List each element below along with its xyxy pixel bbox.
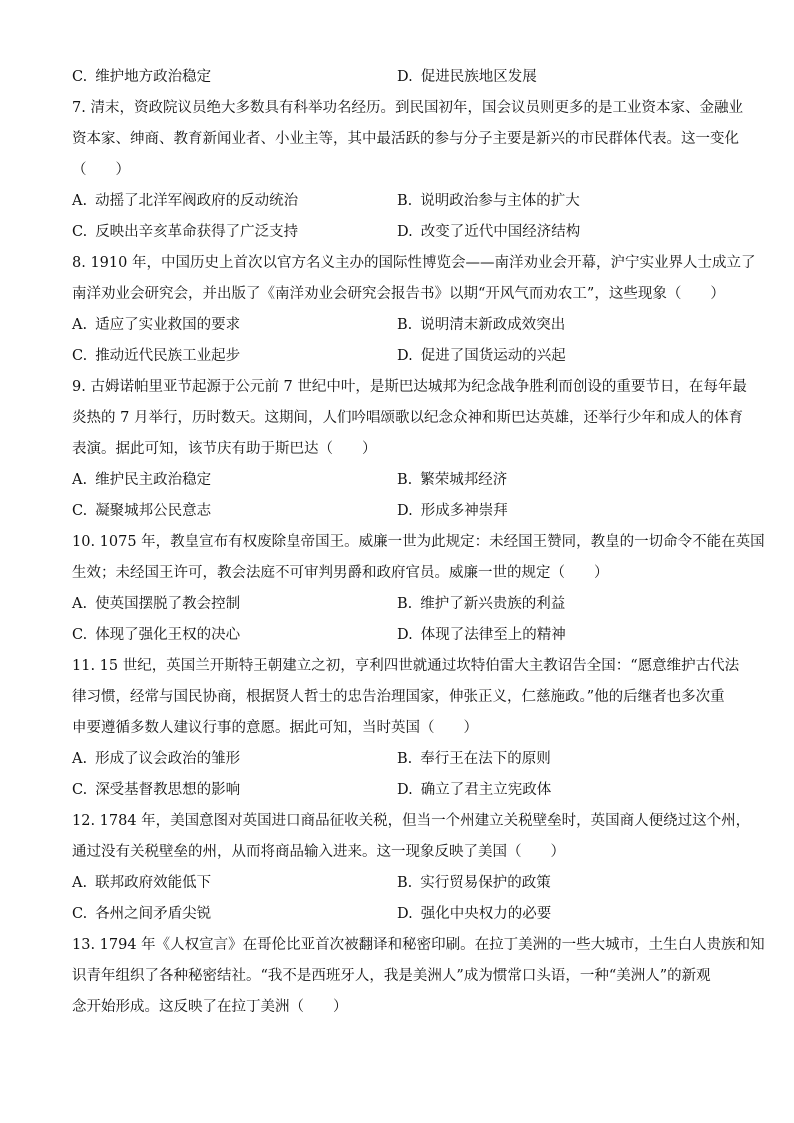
option-c: C. 凝聚城邦公民意志 [72,503,212,519]
question-stem-line: 资本家、绅商、教育新闻业者、小业主等，其中最活跃的参与分子主要是新兴的市民群体代表。这一变化 [72,131,739,147]
option-text: 繁荣城邦经济 [420,472,508,488]
option-text: 促进民族地区发展 [420,69,537,85]
options-row [72,310,722,341]
option-text: 使英国摆脱了教会控制 [95,596,241,612]
options-row [72,868,722,899]
option-b: B. 繁荣城邦经济 [397,472,508,488]
question-stem-line: 南洋劝业会研究会，并出版了《南洋劝业会研究会报告书》以期“开风气而劝农工”，这些现象（ ） [72,286,725,302]
question-11 [72,651,740,806]
option-c: C. 维护地方政治稳定 [72,69,212,85]
option-text: 凝聚城邦公民意志 [95,503,212,519]
option-c: C. 体现了强化王权的决心 [72,627,241,643]
question-7 [72,93,743,248]
options-row [72,899,722,930]
option-text: 实行贸易保护的政策 [420,875,551,891]
question-8 [72,248,756,372]
option-d: D. 强化中央权力的必要 [397,906,552,922]
option-text: 说明政治参与主体的扩大 [420,193,580,209]
option-a: A. 使英国摆脱了教会控制 [72,596,241,612]
question-10 [72,527,765,651]
option-text: 改变了近代中国经济结构 [420,224,581,240]
option-d: D. 形成多神崇拜 [397,503,508,519]
question-list [72,93,765,1023]
option-d: D. 体现了法律至上的精神 [397,627,566,643]
option-text: 强化中央权力的必要 [420,906,552,922]
question-stem-line: 炎热的 7 月举行，历时数天。这期间，人们吟唱颂歌以纪念众神和斯巴达英雄，还举行少年和成人的体育 [72,410,743,426]
options-row [72,62,722,93]
options-row [72,465,722,496]
question-stem-line: 8. 1910 年，中国历史上首次以官方名义主办的国际性博览会——南洋劝业会开幕，沪宁实业界人士成立了 [72,255,756,271]
option-text: 各州之间矛盾尖锐 [95,906,212,922]
option-a: A. 维护民主政治稳定 [72,472,212,488]
option-d: D. 确立了君主立宪政体 [397,782,552,798]
option-text: 确立了君主立宪政体 [420,782,552,798]
option-a: A. 联邦政府效能低下 [72,875,212,891]
question-stem-line: 通过没有关税壁垒的州，从而将商品输入进来。这一现象反映了美国（ ） [72,844,565,860]
option-text: 形成多神崇拜 [420,503,508,519]
option-text: 维护了新兴贵族的利益 [420,596,566,612]
option-text: 联邦政府效能低下 [95,875,212,891]
option-d: D. 促进民族地区发展 [397,69,537,85]
question-stem-line: （ ） [72,162,130,178]
option-text: 促进了国货运动的兴起 [420,348,566,364]
question-12 [72,806,751,930]
option-text: 体现了法律至上的精神 [420,627,566,643]
option-text: 奉行王在法下的原则 [420,751,551,767]
question-stem-line: 念开始形成。这反映了在拉丁美洲（ ） [72,999,348,1015]
option-text: 维护地方政治稳定 [95,69,212,85]
options-row [72,186,722,217]
option-c: C. 各州之间矛盾尖锐 [72,906,212,922]
options-row [72,341,722,372]
option-text: 动摇了北洋军阀政府的反动统治 [95,193,299,209]
option-b: B. 说明清末新政成效突出 [397,317,566,333]
question-stem-line: 11. 15 世纪，英国兰开斯特王朝建立之初，亨利四世就通过坎特伯雷大主教诏告全国：“愿意维护古代法 [72,658,740,674]
question-stem-line: 13. 1794 年《人权宣言》在哥伦比亚首次被翻译和秘密印刷。在拉丁美洲的一些大城市，土生白人贵族和知 [72,937,765,953]
options-row [72,496,722,527]
option-text: 反映出辛亥革命获得了广泛支持 [95,224,299,240]
option-b: B. 维护了新兴贵族的利益 [397,596,566,612]
question-9 [72,372,747,527]
option-text: 适应了实业救国的要求 [95,317,241,333]
option-d: D. 促进了国货运动的兴起 [397,348,566,364]
option-b: B. 奉行王在法下的原则 [397,751,551,767]
question-stem-line: 表演。据此可知，该节庆有助于斯巴达（ ） [72,441,377,457]
option-b: B. 实行贸易保护的政策 [397,875,551,891]
option-b: B. 说明政治参与主体的扩大 [397,193,580,209]
options-row [72,775,722,806]
option-c: C. 推动近代民族工业起步 [72,348,241,364]
option-text: 推动近代民族工业起步 [95,348,241,364]
question-stem-line: 律习惯，经常与国民协商，根据贤人哲士的忠告治理国家，伸张正义，仁慈施政。”他的后继者也多次重 [72,689,725,705]
question-stem-line: 生效；未经国王许可，教会法庭不可审判男爵和政府官员。威廉一世的规定（ ） [72,565,609,581]
question-stem-line: 申要遵循多数人建议行事的意愿。据此可知，当时英国（ ） [72,720,478,736]
option-text: 说明清末新政成效突出 [420,317,566,333]
question-13 [72,930,765,1023]
option-c: C. 反映出辛亥革命获得了广泛支持 [72,224,299,240]
options-row [72,589,722,620]
question-stem-line: 9. 古姆诺帕里亚节起源于公元前 7 世纪中叶，是斯巴达城邦为纪念战争胜利而创设的重要节日，在每年最 [72,379,747,395]
question-stem-line: 12. 1784 年，美国意图对英国进口商品征收关税，但当一个州建立关税壁垒时，英国商人便绕过这个州， [72,813,751,829]
exam-page [72,62,765,1023]
option-d: D. 改变了近代中国经济结构 [397,224,581,240]
question-stem-line: 7. 清末，资政院议员绝大多数具有科举功名经历。到民国初年，国会议员则更多的是工业资本家、金融业 [72,100,743,116]
option-a: A. 形成了议会政治的雏形 [72,751,241,767]
options-row [72,620,722,651]
option-a: A. 动摇了北洋军阀政府的反动统治 [72,193,299,209]
options-row [72,217,722,248]
option-text: 深受基督教思想的影响 [95,782,241,798]
option-a: A. 适应了实业救国的要求 [72,317,241,333]
option-c: C. 深受基督教思想的影响 [72,782,241,798]
option-text: 体现了强化王权的决心 [95,627,241,643]
option-text: 维护民主政治稳定 [95,472,212,488]
option-text: 形成了议会政治的雏形 [95,751,241,767]
question-stem-line: 识青年组织了各种秘密结社。“我不是西班牙人，我是美洲人”成为惯常口头语，一种“美洲人”的新观 [72,968,711,984]
question-stem-line: 10. 1075 年，教皇宣布有权废除皇帝国王。威廉一世为此规定：未经国王赞同，教皇的一切命令不能在英国 [72,534,765,550]
options-row [72,744,722,775]
